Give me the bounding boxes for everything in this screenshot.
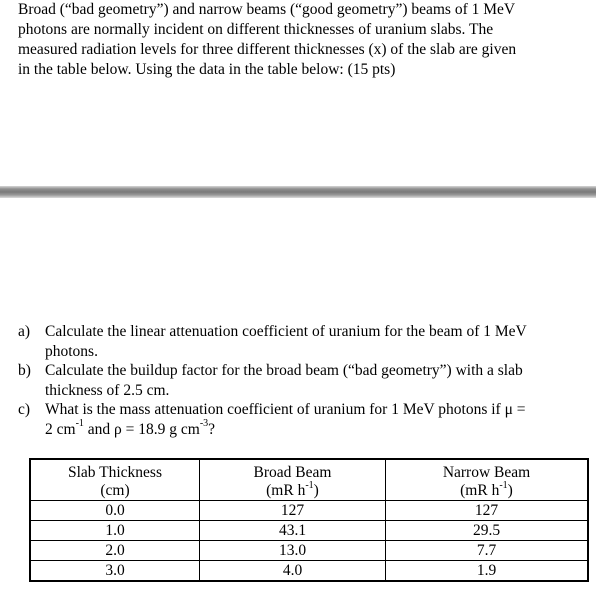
superscript: -3 (199, 418, 209, 430)
table-cell: 7.7 (386, 541, 589, 561)
header-broad-beam (200, 459, 386, 501)
question-text: photons. (45, 342, 98, 360)
table-row (30, 501, 588, 521)
table-cell: 13.0 (200, 541, 386, 561)
question-label: c) (18, 401, 31, 418)
header-text: Broad Beam (253, 464, 332, 481)
question-text: Calculate the buildup factor for the broad beam (“bad geometry”) with a slab (45, 362, 523, 379)
table-row (30, 521, 588, 541)
table-cell: 127 (386, 501, 589, 521)
header-narrow-beam (386, 459, 589, 501)
question-b (18, 361, 590, 400)
header-slab-thickness (30, 459, 200, 501)
table-cell: 29.5 (386, 521, 589, 541)
statement-line: Broad (“bad geometry”) and narrow beams (“good geometry”) beams of 1 MeV (18, 1, 516, 18)
question-text (45, 420, 590, 440)
question-text: Calculate the linear attenuation coefficient of uranium for the beam of 1 MeV (45, 323, 527, 340)
header-unit: (mR h (266, 482, 306, 499)
question-a (18, 322, 590, 361)
question-label: a) (18, 323, 31, 340)
table-cell: 1.0 (30, 521, 200, 541)
question-c (18, 400, 590, 439)
table-cell: 3.0 (30, 561, 200, 582)
statement-line: photons are normally incident on different thicknesses of uranium slabs. The (18, 21, 494, 38)
table-row (30, 541, 588, 561)
table-cell: 4.0 (200, 561, 386, 582)
page-divider (0, 186, 596, 198)
statement-line: in the table below. Using the data in the table below: (15 pts) (18, 61, 396, 78)
table-cell: 0.0 (30, 501, 200, 521)
header-text: Narrow Beam (442, 464, 531, 481)
question-text-part: ? (208, 420, 216, 438)
table-header-row (30, 459, 588, 501)
table-cell: 43.1 (200, 521, 386, 541)
superscript: -1 (75, 418, 84, 430)
header-unit-end: ) (313, 482, 319, 499)
superscript: -1 (499, 479, 508, 491)
problem-statement (18, 0, 588, 80)
header-unit-end: ) (507, 482, 513, 499)
table-cell: 127 (200, 501, 386, 521)
table-cell: 2.0 (30, 541, 200, 561)
statement-line: measured radiation levels for three different thicknesses (x) of the slab are given (18, 41, 517, 58)
question-text-part: and ρ = 18.9 g cm (83, 420, 200, 438)
question-text-part: 2 cm (45, 420, 76, 438)
question-label: b) (18, 362, 31, 379)
table-row (30, 561, 588, 582)
question-text: thickness of 2.5 cm. (45, 381, 170, 399)
attenuation-data-table (29, 458, 589, 582)
question-text: What is the mass attenuation coefficient of uranium for 1 MeV photons if μ = (45, 401, 526, 418)
header-text: Slab Thickness (68, 464, 162, 481)
header-unit: (cm) (100, 482, 130, 499)
question-list (18, 322, 590, 439)
header-unit: (mR h (460, 482, 500, 499)
table-cell: 1.9 (386, 561, 589, 582)
superscript: -1 (305, 479, 314, 491)
